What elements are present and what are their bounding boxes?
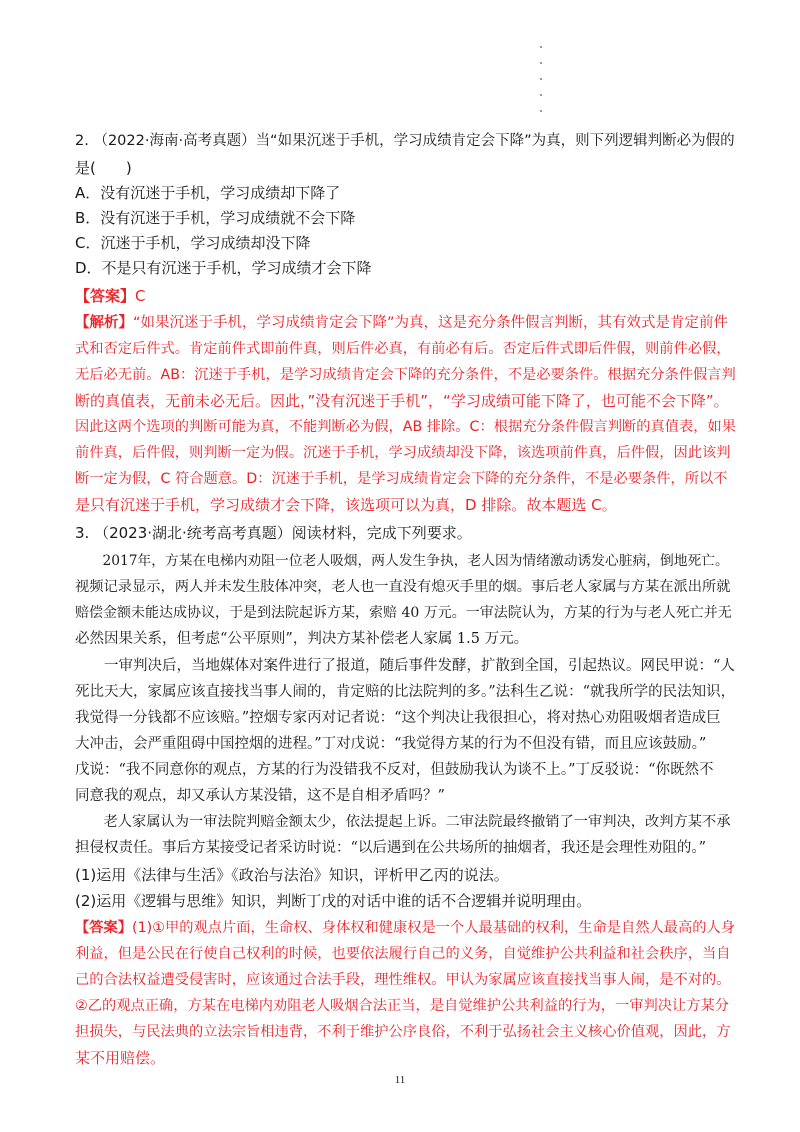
q3-answer-line-1: 【答案】(1)①甲的观点片面，生命权、身体权和健康权是一个人最基础的权利，生命是自然人最高的人身 [75, 920, 735, 936]
q3-stem: 3. （2023·湖北·统考高考真题）阅读材料，完成下列要求。 [75, 524, 472, 542]
q3-material-line-3: 赔偿金额未能达成协议，于是到法院起诉方某，索赔 40 万元。一审法院认为，方某的行为与老人死亡并无 [75, 605, 732, 621]
q3-answer-line-5: 担损失，与民法典的立法宗旨相违背，不利于维护公序良俗，不利于弘扬社会主义核心价值观，因此，方 [75, 1024, 731, 1040]
q3-answer-line-2: 利益，但是公民在行使自己权利的时候，也要依法履行自己的义务，自觉维护公共利益和社会秩序，当自 [75, 946, 731, 962]
q2-analysis-line-3: 无后必无前。AB：沉迷于手机，是学习成绩肯定会下降的充分条件，不是必要条件。根据充分条件假言判 [75, 367, 736, 383]
page-number: 11 [394, 1074, 406, 1086]
q2-analysis-line-5: 因此这两个选项的判断可能为真，不能判断必为假，AB 排除。C：根据充分条件假言判断的真值表，如果 [75, 419, 737, 435]
q3-material-line-1: 2017年，方某在电梯内劝阻一位老人吸烟，两人发生争执，老人因为情绪激动诱发心脏病，倒地死亡。 [75, 553, 729, 569]
q2-analysis-line-1: 【解析】“如果沉迷于手机，学习成绩肯定会下降”为真，这是充分条件假言判断，其有效式是肯定前件 [75, 315, 729, 331]
q2-option-d: D．不是只有沉迷于手机，学习成绩才会下降 [75, 259, 372, 277]
q2-option-c: C．沉迷于手机，学习成绩却没下降 [75, 234, 311, 252]
q2-analysis-line-8: 是只有沉迷于手机，学习成绩才会下降，该选项可以为真，D 排除。故本题选 C。 [75, 496, 617, 514]
q3-material-line-10: 同意我的观点，却又承认方某没错，这不是自相矛盾吗？” [75, 788, 445, 804]
q3-answer-tag: 【答案】 [75, 920, 133, 936]
q2-answer-value: C [135, 287, 146, 305]
q3-material-line-4: 必然因果关系，但考虑“公平原则”，判决方某补偿老人家属 1.5 万元。 [75, 631, 529, 647]
q3-answer-line-4: ②乙的观点正确，方某在电梯内劝阻老人吸烟合法正当，是自觉维护公共利益的行为，一审判决让方某分 [75, 998, 730, 1014]
q2-stem-line-2: 是( ) [75, 159, 132, 177]
q3-material-line-5: 一审判决后，当地媒体对案件进行了报道，随后事件发酵，扩散到全国，引起热议。网民甲说：“人 [75, 658, 735, 674]
margin-dots [540, 46, 546, 126]
q2-analysis-line-4: 断的真值表，无前未必无后。因此，”没有沉迷于手机”，“学习成绩可能下降了，也可能不会下降”。 [75, 392, 729, 410]
q2-answer-tag: 【答案】 [75, 287, 136, 305]
q2-analysis-line-7: 断一定为假，C 符合题意。D：沉迷于手机，是学习成绩肯定会下降的充分条件，不是必要条件，所以不 [75, 471, 728, 487]
q2-analysis-line-2: 式和否定后件式。肯定前件式即前件真，则后件必真，有前必有后。否定后件式即后件假，则前件必假， [75, 341, 731, 357]
q3-requirement-1: (1)运用《法律与生活》《政治与法治》知识，评析甲乙丙的说法。 [75, 866, 509, 884]
q3-requirement-2: (2)运用《逻辑与思维》知识，判断丁戊的对话中谁的话不合逻辑并说明理由。 [75, 892, 592, 910]
q3-material-line-11: 老人家属认为一审法院判赔金额太少，依法提起上诉。二审法院最终撤销了一审判决，改判方某不承 [75, 814, 731, 830]
q2-analysis-tag: 【解析】 [75, 315, 133, 331]
q3-answer-line-6: 某不用赔偿。 [75, 1049, 166, 1067]
q3-material-line-7: 我觉得一分钱都不应该赔。”控烟专家丙对记者说：“这个判决让我很担心，将对热心劝阻吸烟者造成巨 [75, 710, 721, 726]
q3-answer-line-3: 己的合法权益遭受侵害时，应该通过合法手段，理性维权。甲认为家属应该直接找当事人闹，是不对的。 [75, 972, 731, 988]
q2-stem-line-1: 2. （2022·海南·高考真题）当“如果沉迷于手机，学习成绩肯定会下降”为真，则下列逻辑判断必为假的 [75, 133, 735, 149]
q2-option-b: B．没有沉迷于手机，学习成绩就不会下降 [75, 209, 356, 227]
q3-material-line-6: 死比天大，家属应该直接找当事人闹的，肯定赔的比法院判的多。”法科生乙说：“就我所学的民法知识， [75, 684, 736, 700]
q2-analysis-line-6: 前件真，后件假，则判断一定为假。沉迷于手机，学习成绩却没下降，该选项前件真，后件假，因此该判 [75, 445, 731, 461]
q3-material-line-12: 担侵权责任。事后方某接受记者采访时说：“以后遇到在公共场所的抽烟者，我还是会理性劝阻的。” [75, 840, 707, 856]
q2-option-a: A．没有沉迷于手机，学习成绩却下降了 [75, 184, 341, 202]
q2-answer [75, 283, 735, 309]
q3-material-line-9: 戊说：“我不同意你的观点，方某的行为没错我不反对，但鼓励我认为谈不上。”丁反驳说：“你既然不 [75, 762, 714, 778]
q3-material-line-8: 大冲击，会严重阻碍中国控烟的进程。”丁对戊说：“我觉得方某的行为不但没有错，而且应该鼓励。” [75, 736, 707, 752]
q3-material-line-2: 视频记录显示，两人并未发生肢体冲突，老人也一直没有熄灭手里的烟。事后老人家属与方某在派出所就 [75, 579, 731, 595]
